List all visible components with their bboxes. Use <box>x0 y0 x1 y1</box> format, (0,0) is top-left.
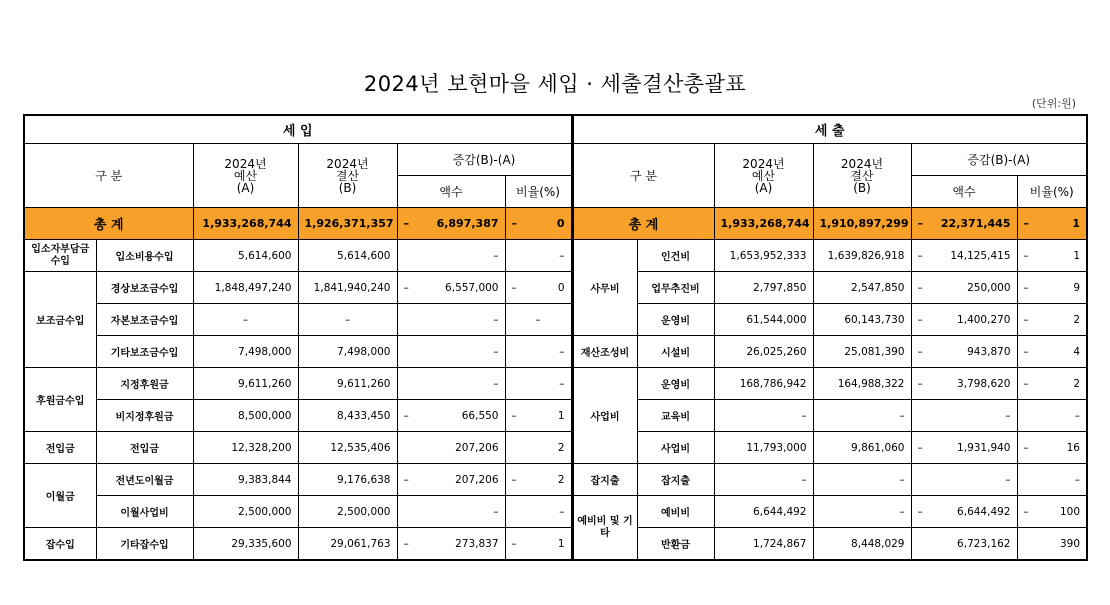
expense-ratio-cell: – <box>1017 400 1087 432</box>
table-row <box>24 432 1087 464</box>
expense-item-cell: 운영비 <box>637 368 714 400</box>
expense-total-ratio: – 1 <box>1017 208 1087 240</box>
expense-ratio-header: 비율(%) <box>1017 176 1087 208</box>
income-ratio-cell: – <box>505 240 572 272</box>
income-category-header: 구 분 <box>24 144 193 208</box>
table-row <box>24 240 1087 272</box>
table-row <box>24 336 1087 368</box>
income-settlement-cell: 8,433,450 <box>298 400 397 432</box>
income-item-cell: 비지정후원금 <box>96 400 193 432</box>
expense-ratio-cell: – 100 <box>1017 496 1087 528</box>
income-settlement-cell: 9,176,638 <box>298 464 397 496</box>
income-diff-cell: – 6,557,000 <box>397 272 505 304</box>
expense-settlement-cell: 164,988,322 <box>813 368 911 400</box>
expense-diff-cell: – 943,870 <box>911 336 1017 368</box>
income-ratio-cell: – 2 <box>505 464 572 496</box>
expense-budget-cell: 1,724,867 <box>714 528 813 561</box>
expense-item-cell: 잡지출 <box>637 464 714 496</box>
income-budget-cell: 9,611,260 <box>193 368 298 400</box>
expense-total-budget: 1,933,268,744 <box>714 208 813 240</box>
income-settlement-cell: 7,498,000 <box>298 336 397 368</box>
income-ratio-cell: – <box>505 304 572 336</box>
expense-group-cell: 재산조성비 <box>572 336 637 368</box>
income-item-cell: 기타잡수입 <box>96 528 193 561</box>
expense-settlement-cell: 60,143,730 <box>813 304 911 336</box>
total-row <box>24 208 1087 240</box>
expense-section-header: 세 출 <box>572 115 1087 144</box>
expense-ratio-cell: – <box>1017 464 1087 496</box>
income-group-cell: 전입금 <box>24 432 96 464</box>
expense-ratio-cell: 390 <box>1017 528 1087 561</box>
table-row <box>24 272 1087 304</box>
expense-settlement-cell: 2,547,850 <box>813 272 911 304</box>
expense-budget-cell: 11,793,000 <box>714 432 813 464</box>
expense-settlement-cell: 8,448,029 <box>813 528 911 561</box>
expense-diff-cell: 6,723,162 <box>911 528 1017 561</box>
expense-diff-cell: – 1,931,940 <box>911 432 1017 464</box>
income-settlement-cell: 2,500,000 <box>298 496 397 528</box>
income-group-cell: 입소자부담금수입 <box>24 240 96 272</box>
income-budget-header: 2024년 예산 (A) <box>193 144 298 208</box>
income-budget-cell: 7,498,000 <box>193 336 298 368</box>
income-item-cell: 기타보조금수입 <box>96 336 193 368</box>
income-diff-cell: – <box>397 336 505 368</box>
expense-ratio-cell: – 2 <box>1017 368 1087 400</box>
expense-settlement-cell: – <box>813 464 911 496</box>
income-diff-cell: – <box>397 368 505 400</box>
expense-item-cell: 반환금 <box>637 528 714 561</box>
expense-item-cell: 업무추진비 <box>637 272 714 304</box>
income-budget-cell: 9,383,844 <box>193 464 298 496</box>
income-total-settlement: 1,926,371,357 <box>298 208 397 240</box>
expense-total-label: 총 계 <box>572 208 714 240</box>
expense-diff-cell: – <box>911 400 1017 432</box>
income-ratio-cell: – <box>505 496 572 528</box>
settlement-table-wrapper <box>23 114 1086 561</box>
income-item-cell: 전년도이월금 <box>96 464 193 496</box>
expense-item-cell: 인건비 <box>637 240 714 272</box>
income-settlement-header: 2024년 결산 (B) <box>298 144 397 208</box>
income-settlement-cell: – <box>298 304 397 336</box>
income-settlement-cell: 5,614,600 <box>298 240 397 272</box>
income-diff-cell: – 207,206 <box>397 464 505 496</box>
table-row <box>24 368 1087 400</box>
expense-budget-cell: 168,786,942 <box>714 368 813 400</box>
income-item-cell: 전입금 <box>96 432 193 464</box>
unit-label: (단위:원) <box>1031 97 1076 110</box>
expense-budget-cell: 26,025,260 <box>714 336 813 368</box>
income-diff-cell: – 273,837 <box>397 528 505 561</box>
income-budget-cell: 12,328,200 <box>193 432 298 464</box>
table-row <box>24 400 1087 432</box>
expense-settlement-header: 2024년 결산 (B) <box>813 144 911 208</box>
income-diff-cell: – <box>397 304 505 336</box>
expense-settlement-cell: 1,639,826,918 <box>813 240 911 272</box>
expense-group-cell: 사업비 <box>572 368 637 464</box>
income-total-budget: 1,933,268,744 <box>193 208 298 240</box>
expense-group-cell: 사무비 <box>572 240 637 336</box>
table-row <box>24 496 1087 528</box>
expense-item-cell: 예비비 <box>637 496 714 528</box>
expense-ratio-cell: – 16 <box>1017 432 1087 464</box>
income-ratio-cell: – 1 <box>505 400 572 432</box>
expense-ratio-cell: – 2 <box>1017 304 1087 336</box>
expense-diff-cell: – 250,000 <box>911 272 1017 304</box>
expense-total-settlement: 1,910,897,299 <box>813 208 911 240</box>
expense-diff-cell: – 3,798,620 <box>911 368 1017 400</box>
income-ratio-cell: – 0 <box>505 272 572 304</box>
expense-group-cell: 잡지출 <box>572 464 637 496</box>
expense-item-cell: 운영비 <box>637 304 714 336</box>
income-group-cell: 보조금수입 <box>24 272 96 368</box>
income-ratio-header: 비율(%) <box>505 176 572 208</box>
expense-diff-cell: – <box>911 464 1017 496</box>
expense-budget-cell: 6,644,492 <box>714 496 813 528</box>
expense-group-cell: 예비비 및 기타 <box>572 496 637 561</box>
income-budget-cell: – <box>193 304 298 336</box>
expense-category-header: 구 분 <box>572 144 714 208</box>
page-title: 2024년 보현마을 세입 · 세출결산총괄표 <box>363 72 747 96</box>
column-header-row <box>24 144 1087 176</box>
expense-budget-cell: – <box>714 400 813 432</box>
expense-budget-cell: 61,544,000 <box>714 304 813 336</box>
income-diff-header: 증감(B)-(A) <box>397 144 572 176</box>
income-item-cell: 입소비용수입 <box>96 240 193 272</box>
income-diff-cell: – 66,550 <box>397 400 505 432</box>
income-group-cell: 이월금 <box>24 464 96 528</box>
expense-budget-cell: 1,653,952,333 <box>714 240 813 272</box>
income-budget-cell: 5,614,600 <box>193 240 298 272</box>
expense-ratio-cell: – 9 <box>1017 272 1087 304</box>
income-ratio-cell: – <box>505 368 572 400</box>
income-budget-cell: 2,500,000 <box>193 496 298 528</box>
income-settlement-cell: 12,535,406 <box>298 432 397 464</box>
income-diff-cell: – <box>397 496 505 528</box>
expense-diff-cell: – 1,400,270 <box>911 304 1017 336</box>
income-total-ratio: – 0 <box>505 208 572 240</box>
income-item-cell: 경상보조금수입 <box>96 272 193 304</box>
expense-diff-cell: – 14,125,415 <box>911 240 1017 272</box>
income-item-cell: 자본보조금수입 <box>96 304 193 336</box>
expense-settlement-cell: 25,081,390 <box>813 336 911 368</box>
expense-settlement-cell: – <box>813 496 911 528</box>
expense-settlement-cell: 9,861,060 <box>813 432 911 464</box>
expense-ratio-cell: – 1 <box>1017 240 1087 272</box>
expense-ratio-cell: – 4 <box>1017 336 1087 368</box>
income-item-cell: 지정후원금 <box>96 368 193 400</box>
income-ratio-cell: – <box>505 336 572 368</box>
income-settlement-cell: 29,061,763 <box>298 528 397 561</box>
income-budget-cell: 1,848,497,240 <box>193 272 298 304</box>
table-row <box>24 528 1087 561</box>
expense-budget-cell: 2,797,850 <box>714 272 813 304</box>
settlement-table <box>23 114 1088 561</box>
expense-item-cell: 시설비 <box>637 336 714 368</box>
expense-budget-header: 2024년 예산 (A) <box>714 144 813 208</box>
income-section-header: 세 입 <box>24 115 572 144</box>
income-diff-cell: 207,206 <box>397 432 505 464</box>
table-row <box>24 464 1087 496</box>
income-group-cell: 후원금수입 <box>24 368 96 432</box>
income-group-cell: 잡수입 <box>24 528 96 561</box>
expense-diff-cell: – 6,644,492 <box>911 496 1017 528</box>
income-diff-cell: – <box>397 240 505 272</box>
expense-budget-cell: – <box>714 464 813 496</box>
expense-total-diff: – 22,371,445 <box>911 208 1017 240</box>
expense-item-cell: 사업비 <box>637 432 714 464</box>
income-budget-cell: 29,335,600 <box>193 528 298 561</box>
section-header-row <box>24 115 1087 144</box>
income-settlement-cell: 9,611,260 <box>298 368 397 400</box>
income-amount-header: 액수 <box>397 176 505 208</box>
income-total-label: 총 계 <box>24 208 193 240</box>
income-ratio-cell: 2 <box>505 432 572 464</box>
income-item-cell: 이월사업비 <box>96 496 193 528</box>
expense-amount-header: 액수 <box>911 176 1017 208</box>
table-row <box>24 304 1087 336</box>
expense-settlement-cell: – <box>813 400 911 432</box>
expense-diff-header: 증감(B)-(A) <box>911 144 1087 176</box>
income-total-diff: – 6,897,387 <box>397 208 505 240</box>
expense-item-cell: 교육비 <box>637 400 714 432</box>
income-ratio-cell: – 1 <box>505 528 572 561</box>
income-budget-cell: 8,500,000 <box>193 400 298 432</box>
income-settlement-cell: 1,841,940,240 <box>298 272 397 304</box>
